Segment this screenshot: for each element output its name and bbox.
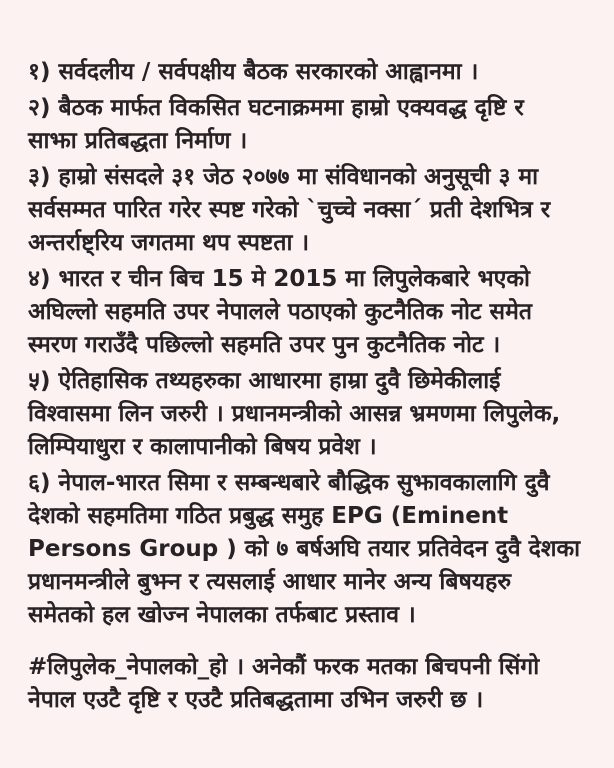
list-item-3 <box>28 161 590 260</box>
text-line: विश्वासमा लिन जरुरी । प्रधानमन्त्रीको आसन्न भ्रमणमा लिपुलेक, <box>28 401 561 427</box>
list-item-5 <box>28 365 590 464</box>
text-line: समेतको हल खोज्न नेपालका तर्फबाट प्रस्ताव । <box>28 602 416 628</box>
list-item-2 <box>28 92 590 158</box>
text-line: अघिल्लो सहमति उपर नेपालले पठाएको कुटनैतिक नोट समेत <box>28 299 532 325</box>
text-line: ५) ऐतिहासिक तथ्यहरुका आधारमा हाम्रा दुवै छिमेकीलाई <box>28 368 501 394</box>
text-line: प्रधानमन्त्रीले बुझ्न र त्यसलाई आधार मानेर अन्य बिषयहरु <box>28 569 512 595</box>
list-item-6 <box>28 467 590 632</box>
text-line: ४) भारत र चीन बिच 15 मे 2015 मा लिपुलेकबारे भएको <box>28 266 530 292</box>
text-line: देशको सहमतिमा गठित प्रबुद्ध समुह EPG (Eminent <box>28 503 509 529</box>
text-line: Persons Group ) को ७ बर्षअघि तयार प्रतिवेदन दुवै देशका <box>28 536 581 562</box>
text-line: लिम्पियाधुरा र कालापानीको बिषय प्रवेश । <box>28 434 377 460</box>
text-line: २) बैठक मार्फत विकसित घटनाक्रममा हाम्रो एक्यवद्ध दृष्टि र <box>28 95 524 121</box>
text-line: साझा प्रतिबद्धता निर्माण । <box>28 128 248 154</box>
list-item-4 <box>28 263 590 362</box>
text-line: अन्तर्राष्ट्रिय जगतमा थप स्पष्टता । <box>28 230 310 256</box>
text-line: ३) हाम्रो संसदले ३१ जेठ २०७७ मा संविधानको अनुसूची ३ मा <box>28 164 539 190</box>
text-line: स्मरण गराउँदै पछिल्लो सहमति उपर पुन कुटनैतिक नोट । <box>28 332 501 358</box>
text-line: १) सर्वदलीय / सर्वपक्षीय बैठक सरकारको आह्वानमा । <box>28 59 479 85</box>
hashtag-text-line: #लिपुलेक_नेपालको_हो । अनेकौं फरक मतका बिचपनी सिंगो <box>28 654 540 680</box>
text-line: सर्वसम्मत पारित गरेर स्पष्ट गरेको `चुच्चे नक्सा´ प्रती देशभित्र र <box>28 197 551 223</box>
text-line: ६) नेपाल-भारत सिमा र सम्बन्धबारे बौद्धिक सुझावकालागि दुवै <box>28 470 550 496</box>
list-item-1 <box>28 56 590 89</box>
text-line: नेपाल एउटै दृष्टि र एउटै प्रतिबद्धतामा उभिन जरुरी छ । <box>28 687 484 713</box>
hashtag-closing-paragraph <box>28 651 590 717</box>
